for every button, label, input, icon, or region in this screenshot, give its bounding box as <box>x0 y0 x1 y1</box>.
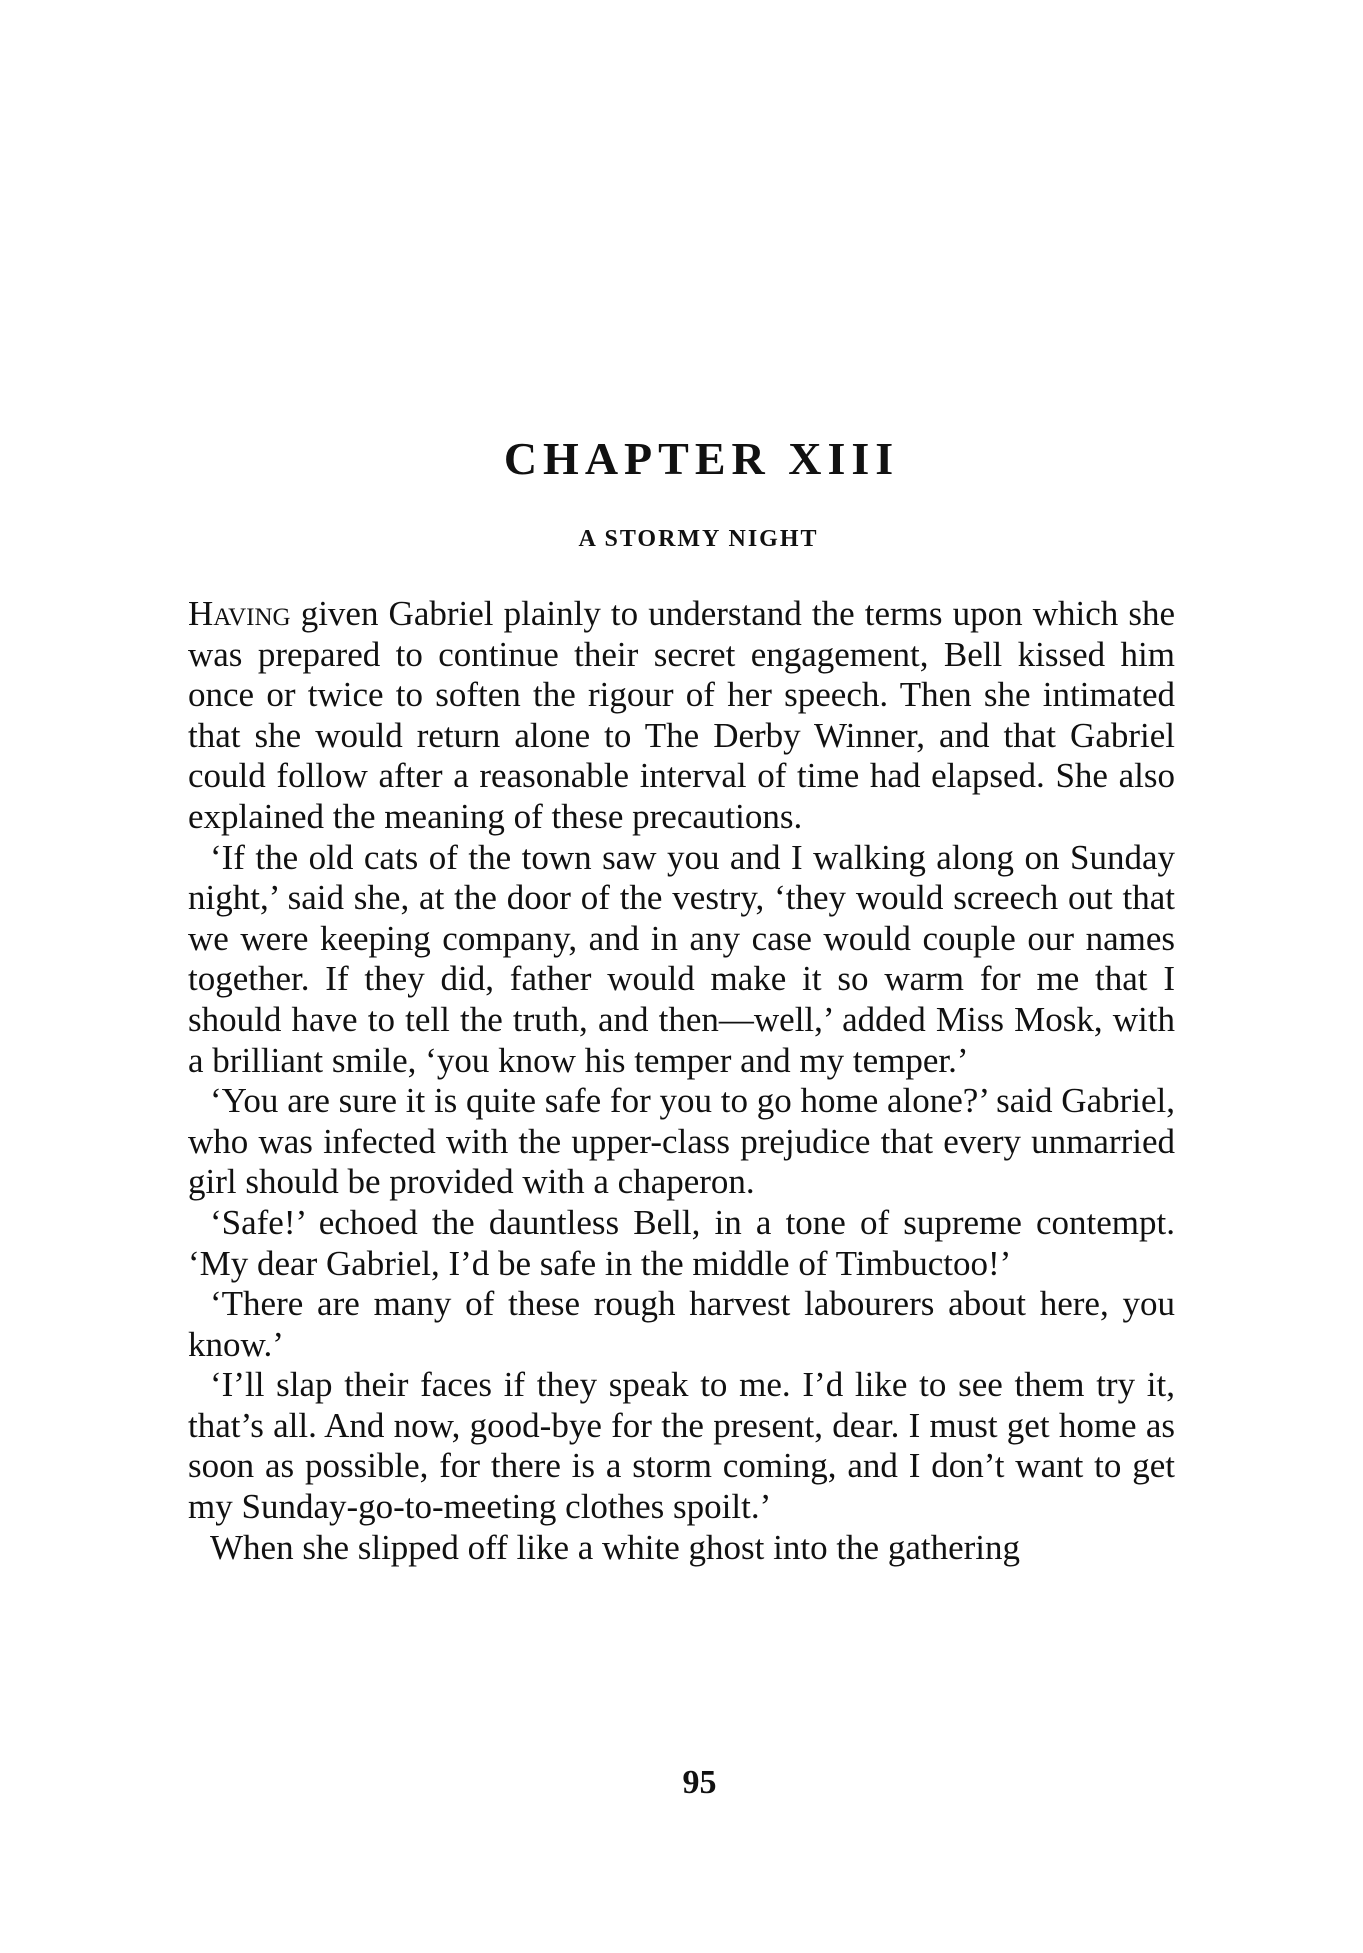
chapter-subtitle: A STORMY NIGHT <box>578 526 819 552</box>
paragraph: When she slipped off like a white ghost into the gathering <box>210 1527 1021 1567</box>
paragraph: ‘You are sure it is quite safe for you to go home alone?’ said Gabriel, who was infected with the upper-class prejudice that every unmarried girl should be provided with a chaperon. <box>188 1081 1175 1202</box>
paragraph: ‘If the old cats of the town saw you and I walking along on Sunday night,’ said she, at the door of the vestry, ‘they would screech out that we were keeping company, and in any case would couple our names together. If they did, father would make it so warm for me that I should have to tell the truth, and then—well,’ added Miss Mosk, with a brilliant smile, ‘you know his temper and my temper.’ <box>188 837 1175 1080</box>
paragraph: ‘Safe!’ echoed the dauntless Bell, in a tone of supreme contempt. ‘My dear Gabriel, I’d be safe in the middle of Timbuctoo!’ <box>188 1202 1175 1283</box>
chapter-body <box>188 594 1175 1568</box>
paragraph <box>188 594 1175 838</box>
paragraph-lead-word: Having <box>188 594 291 633</box>
page-number: 95 <box>682 1764 717 1801</box>
chapter-title: CHAPTER XIII <box>503 433 900 484</box>
paragraph-text: given Gabriel plainly to understand the terms upon which she was prepared to continue their secret engagement, Bell kissed him once or twice to soften the rigour of her speech. Then she intimated that she would return alone to The Derby Winner, and that Gabriel could follow after a reasonable interval of time had elapsed. She also explained the meaning of these precautions. <box>188 594 1175 836</box>
paragraph: ‘There are many of these rough harvest labourers about here, you know.’ <box>188 1284 1175 1364</box>
paragraph: ‘I’ll slap their faces if they speak to me. I’d like to see them try it, that’s all. And now, good-bye for the present, dear. I must get home as soon as possible, for there is a storm coming, and I don’t want to get my Sunday-go-to-meeting clothes spoilt.’ <box>188 1365 1175 1527</box>
